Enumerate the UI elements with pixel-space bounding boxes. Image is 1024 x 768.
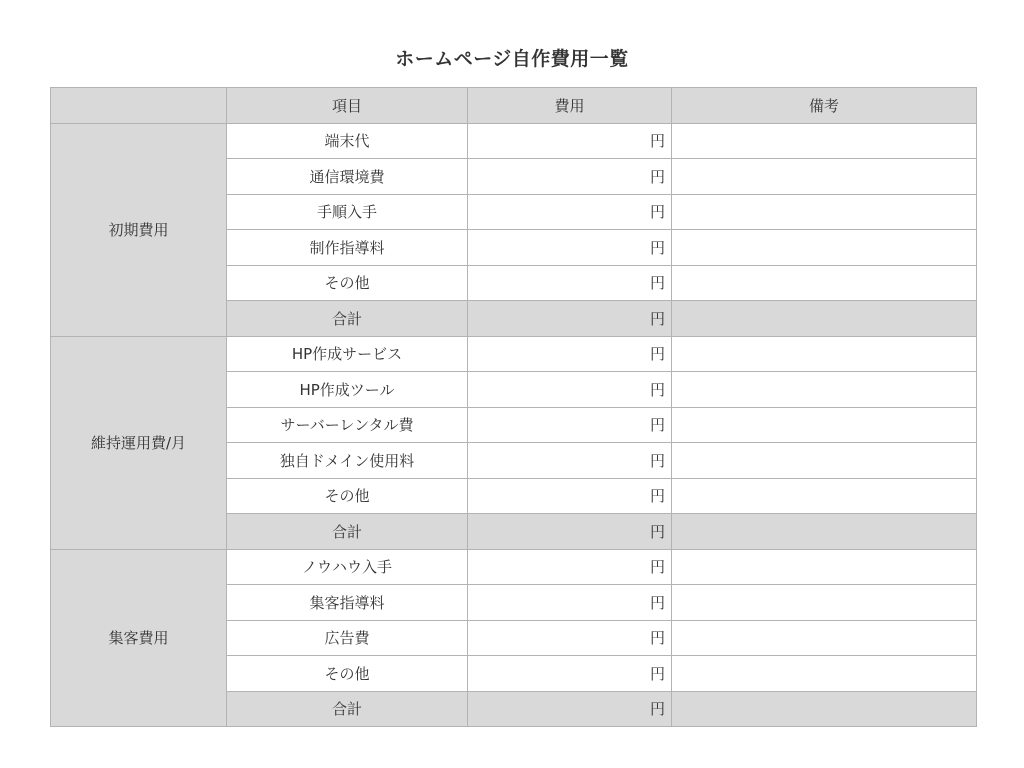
item-cell: 集客指導料 — [227, 585, 468, 621]
cost-cell[interactable]: 円 — [468, 478, 672, 514]
note-cell[interactable] — [672, 407, 977, 443]
table-header-row — [51, 88, 977, 124]
total-label-cell: 合計 — [227, 514, 468, 550]
note-cell[interactable] — [672, 443, 977, 479]
item-cell: その他 — [227, 478, 468, 514]
total-cost-cell[interactable]: 円 — [468, 691, 672, 727]
cost-cell[interactable]: 円 — [468, 159, 672, 195]
header-category — [51, 88, 227, 124]
item-cell: その他 — [227, 265, 468, 301]
cost-cell[interactable]: 円 — [468, 549, 672, 585]
cost-cell[interactable]: 円 — [468, 265, 672, 301]
category-cell: 維持運用費/月 — [51, 336, 227, 549]
table-row — [51, 549, 977, 585]
note-cell[interactable] — [672, 265, 977, 301]
cost-cell[interactable]: 円 — [468, 656, 672, 692]
note-cell[interactable] — [672, 691, 977, 727]
total-label-cell: 合計 — [227, 691, 468, 727]
table-row — [51, 123, 977, 159]
cost-cell[interactable]: 円 — [468, 230, 672, 266]
total-cost-cell[interactable]: 円 — [468, 301, 672, 337]
item-cell: 広告費 — [227, 620, 468, 656]
note-cell[interactable] — [672, 549, 977, 585]
cost-cell[interactable]: 円 — [468, 620, 672, 656]
total-cost-cell[interactable]: 円 — [468, 514, 672, 550]
item-cell: HP作成サービス — [227, 336, 468, 372]
document-title: ホームページ自作費用一覧 — [395, 48, 629, 70]
cost-cell[interactable]: 円 — [468, 443, 672, 479]
header-note: 備考 — [672, 88, 977, 124]
note-cell[interactable] — [672, 478, 977, 514]
cost-cell[interactable]: 円 — [468, 123, 672, 159]
item-cell: 端末代 — [227, 123, 468, 159]
item-cell: 通信環境費 — [227, 159, 468, 195]
note-cell[interactable] — [672, 194, 977, 230]
note-cell[interactable] — [672, 514, 977, 550]
header-cost: 費用 — [468, 88, 672, 124]
item-cell: その他 — [227, 656, 468, 692]
item-cell: サーバーレンタル費 — [227, 407, 468, 443]
note-cell[interactable] — [672, 159, 977, 195]
note-cell[interactable] — [672, 230, 977, 266]
note-cell[interactable] — [672, 656, 977, 692]
header-item: 項目 — [227, 88, 468, 124]
cost-cell[interactable]: 円 — [468, 336, 672, 372]
cost-cell[interactable]: 円 — [468, 194, 672, 230]
cost-cell[interactable]: 円 — [468, 585, 672, 621]
note-cell[interactable] — [672, 372, 977, 408]
cost-cell[interactable]: 円 — [468, 407, 672, 443]
note-cell[interactable] — [672, 620, 977, 656]
cost-cell[interactable]: 円 — [468, 372, 672, 408]
cost-table — [50, 87, 977, 727]
item-cell: 手順入手 — [227, 194, 468, 230]
note-cell[interactable] — [672, 585, 977, 621]
item-cell: 独自ドメイン使用料 — [227, 443, 468, 479]
item-cell: 制作指導料 — [227, 230, 468, 266]
item-cell: ノウハウ入手 — [227, 549, 468, 585]
note-cell[interactable] — [672, 123, 977, 159]
category-cell: 集客費用 — [51, 549, 227, 727]
table-body — [51, 123, 977, 727]
table-row — [51, 336, 977, 372]
category-cell: 初期費用 — [51, 123, 227, 336]
item-cell: HP作成ツール — [227, 372, 468, 408]
note-cell[interactable] — [672, 301, 977, 337]
total-label-cell: 合計 — [227, 301, 468, 337]
note-cell[interactable] — [672, 336, 977, 372]
